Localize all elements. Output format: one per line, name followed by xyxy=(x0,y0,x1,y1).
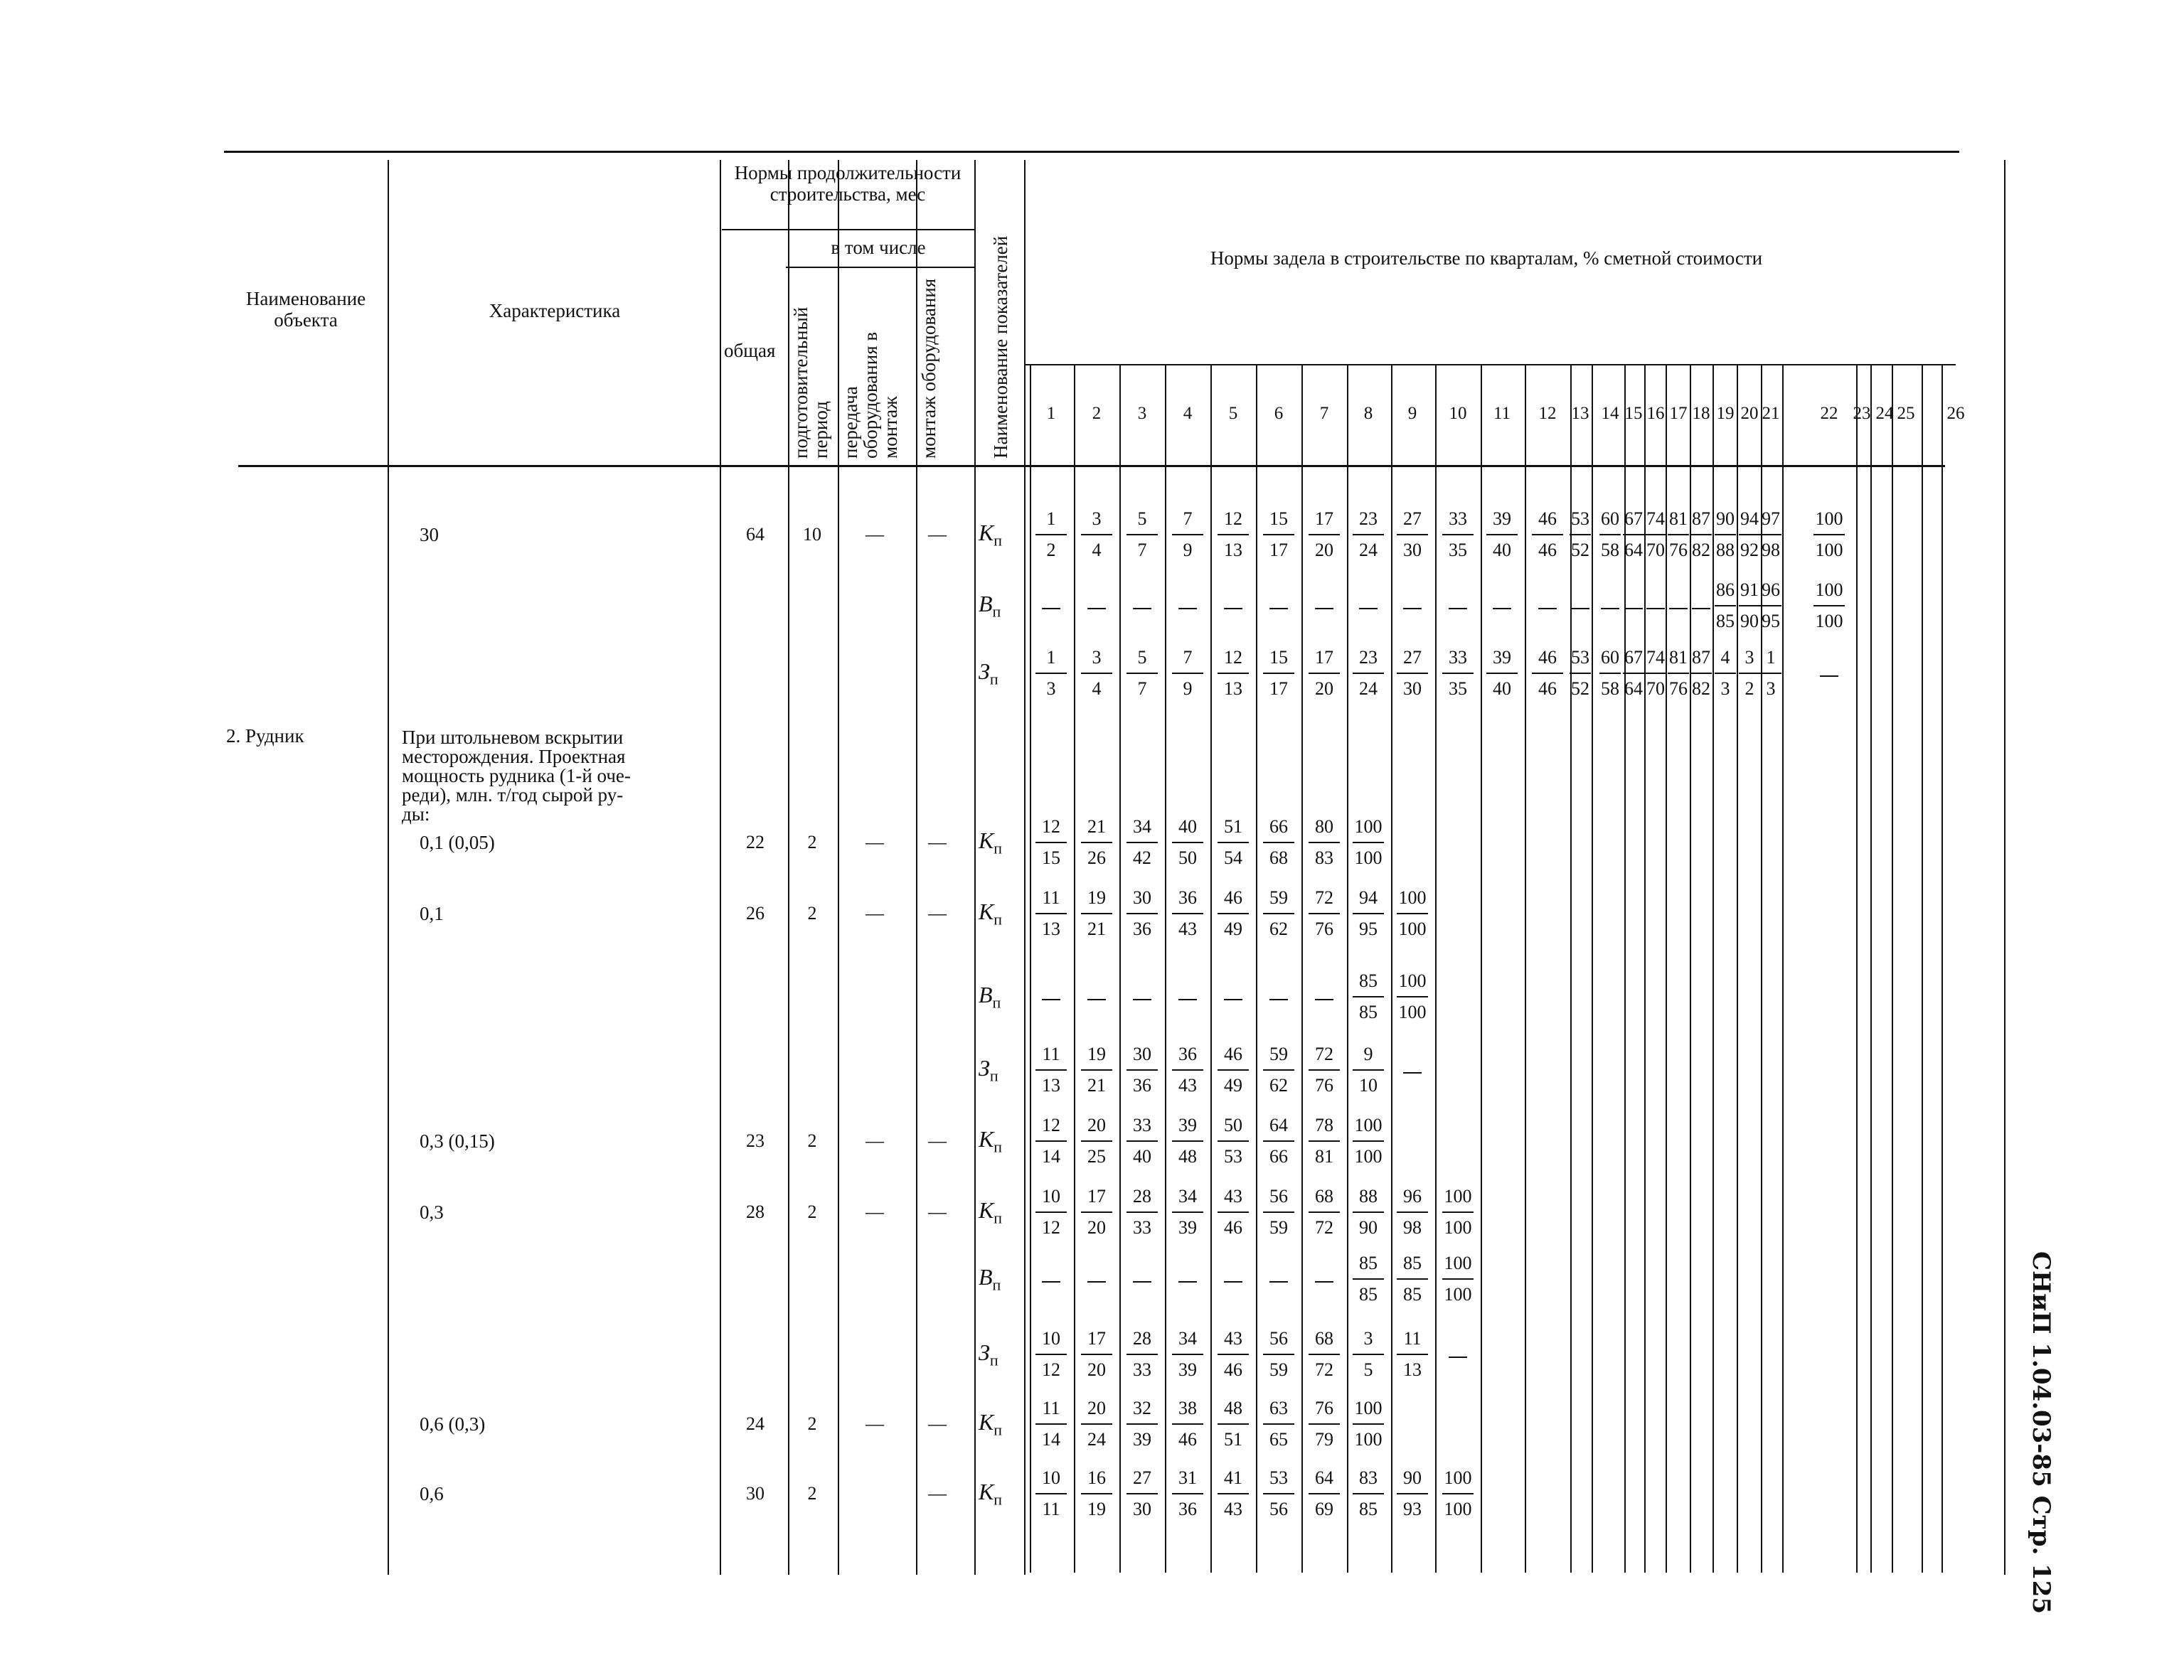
fraction-cell: 64 66 xyxy=(1257,1115,1300,1167)
duration-transfer: — xyxy=(865,832,884,852)
fraction-cell: 100 100 xyxy=(1437,1186,1479,1238)
indicator-K: $К_п$ xyxy=(979,899,1003,929)
table-right-rule xyxy=(2004,160,2005,1575)
duration-install: — xyxy=(928,1483,947,1504)
characteristic-value: 0,6 (0,3) xyxy=(420,1413,486,1435)
fraction-cell: 21 26 xyxy=(1075,816,1118,869)
empty-dash xyxy=(1538,608,1557,609)
duration-prep: 2 xyxy=(807,1483,817,1504)
header-characteristic: Характеристика xyxy=(489,300,621,321)
fraction-cell: 12 15 xyxy=(1030,816,1072,869)
empty-dash xyxy=(1692,608,1710,609)
fraction-cell: 83 85 xyxy=(1347,1467,1390,1520)
fraction-cell: 33 35 xyxy=(1437,508,1479,561)
indicator-V: $В_п$ xyxy=(979,1264,1001,1294)
empty-dash xyxy=(1087,1281,1106,1283)
quarter-label: 15 xyxy=(1624,404,1643,423)
fraction-cell: 3 4 xyxy=(1075,508,1118,561)
fraction-cell: 39 40 xyxy=(1481,508,1523,561)
fraction-cell: 100 100 xyxy=(1391,887,1434,940)
quarter-label: 6 xyxy=(1274,404,1284,423)
empty-dash xyxy=(1359,608,1378,609)
header-total: общая xyxy=(724,340,776,361)
quarter-label: 20 xyxy=(1740,404,1759,423)
fraction-cell: 31 36 xyxy=(1166,1467,1209,1520)
fraction-cell: 46 49 xyxy=(1212,1044,1255,1096)
fraction-cell: 34 42 xyxy=(1121,816,1163,869)
duration-transfer: — xyxy=(865,1202,884,1222)
characteristic-value: 30 xyxy=(420,524,439,545)
fraction-cell: 50 53 xyxy=(1212,1115,1255,1167)
fraction-cell: 27 30 xyxy=(1391,647,1434,700)
empty-dash xyxy=(1820,675,1838,677)
duration-total: 30 xyxy=(746,1483,765,1504)
fraction-cell: 100 100 xyxy=(1347,816,1390,869)
fraction-cell: 64 69 xyxy=(1303,1467,1346,1520)
empty-dash xyxy=(1224,608,1242,609)
fraction-cell: 27 30 xyxy=(1391,508,1434,561)
duration-prep: 2 xyxy=(807,1130,817,1151)
fraction-cell: 39 40 xyxy=(1481,647,1523,700)
empty-dash xyxy=(1087,999,1106,1000)
fraction-cell: 100 100 xyxy=(1437,1467,1479,1520)
fraction-cell: 53 52 xyxy=(1571,508,1589,560)
fraction-cell: 23 24 xyxy=(1347,508,1390,561)
fraction-cell: 100 100 xyxy=(1437,1253,1479,1305)
quarter-label: 16 xyxy=(1646,404,1665,423)
quarter-label: 3 xyxy=(1137,404,1147,423)
fraction-cell: 43 46 xyxy=(1212,1328,1255,1381)
header-equipment-transfer: передача оборудования в монтаж xyxy=(840,331,901,459)
empty-dash xyxy=(1403,608,1422,609)
duration-prep: 2 xyxy=(807,1202,817,1222)
fraction-cell: 34 39 xyxy=(1166,1186,1209,1238)
quarter-label: 13 xyxy=(1571,404,1589,423)
fraction-cell: 4 3 xyxy=(1712,647,1738,700)
duration-total: 26 xyxy=(746,903,765,924)
quarter-label: 2 xyxy=(1092,404,1102,423)
quarter-label: 25 xyxy=(1897,404,1915,423)
fraction-cell: 60 58 xyxy=(1601,508,1619,560)
fraction-cell: 87 82 xyxy=(1692,508,1710,560)
fraction-cell: 11 13 xyxy=(1391,1328,1434,1381)
fraction-cell: 85 85 xyxy=(1347,1253,1390,1305)
fraction-cell: 17 20 xyxy=(1075,1186,1118,1238)
column-rule xyxy=(788,160,789,1575)
fraction-cell: 80 83 xyxy=(1303,816,1346,869)
duration-total: 64 xyxy=(746,524,765,545)
fraction-cell: 17 20 xyxy=(1303,508,1346,561)
fraction-cell: 46 49 xyxy=(1212,887,1255,940)
empty-dash xyxy=(1178,999,1197,1000)
indicator-V: $В_п$ xyxy=(979,982,1001,1012)
fraction-cell: 86 85 xyxy=(1716,579,1735,631)
fraction-cell: 20 25 xyxy=(1075,1115,1118,1167)
fraction-cell: 85 85 xyxy=(1347,970,1390,1023)
fraction-cell: 30 36 xyxy=(1121,1044,1163,1096)
fraction-cell: 66 68 xyxy=(1257,816,1300,869)
empty-dash xyxy=(1601,608,1619,609)
fraction-cell: 96 98 xyxy=(1391,1186,1434,1238)
empty-dash xyxy=(1315,608,1333,609)
empty-dash xyxy=(1624,608,1643,609)
quarter-label: 17 xyxy=(1669,404,1688,423)
empty-dash xyxy=(1646,608,1665,609)
duration-install: — xyxy=(928,1130,947,1151)
quarter-label: 23 xyxy=(1853,404,1871,423)
empty-dash xyxy=(1042,999,1060,1000)
empty-dash xyxy=(1224,999,1242,1000)
characteristic-text: ды: xyxy=(402,803,430,825)
duration-transfer: — xyxy=(865,1413,884,1434)
quarter-label: 7 xyxy=(1319,404,1329,423)
characteristic-value: 0,1 (0,05) xyxy=(420,832,495,853)
fraction-cell: 76 79 xyxy=(1303,1398,1346,1450)
fraction-cell: 46 46 xyxy=(1526,647,1569,700)
indicator-Z: $З_п$ xyxy=(979,1339,998,1369)
fraction-cell: 59 62 xyxy=(1257,887,1300,940)
quarter-label: 18 xyxy=(1692,404,1710,423)
fraction-cell: 74 70 xyxy=(1646,508,1665,560)
empty-dash xyxy=(1571,608,1589,609)
fraction-cell: 53 52 xyxy=(1571,647,1589,699)
empty-dash xyxy=(1042,1281,1060,1283)
fraction-cell: 63 65 xyxy=(1257,1398,1300,1450)
empty-dash xyxy=(1133,608,1151,609)
indicator-K: $К_п$ xyxy=(979,1409,1003,1439)
duration-install: — xyxy=(928,903,947,924)
column-rule xyxy=(388,160,389,1575)
indicator-Z: $З_п$ xyxy=(979,658,998,688)
fraction-cell: 5 7 xyxy=(1121,508,1163,561)
fraction-cell: 68 72 xyxy=(1303,1328,1346,1381)
fraction-cell: 15 17 xyxy=(1257,647,1300,700)
fraction-cell: 59 62 xyxy=(1257,1044,1300,1096)
quarter-rule xyxy=(1856,364,1858,1573)
fraction-cell: 12 13 xyxy=(1212,508,1255,561)
indicator-K: $К_п$ xyxy=(979,520,1003,550)
fraction-cell: 67 64 xyxy=(1624,508,1643,560)
column-rule xyxy=(1024,160,1026,1575)
fraction-cell: 100 100 xyxy=(1347,1398,1390,1450)
header-equipment-install: монтаж оборудования xyxy=(918,278,939,459)
fraction-cell: 81 76 xyxy=(1669,508,1688,560)
duration-install: — xyxy=(928,832,947,852)
fraction-cell: 36 43 xyxy=(1166,887,1209,940)
duration-prep: 2 xyxy=(807,903,817,924)
quarter-label: 9 xyxy=(1407,404,1417,423)
fraction-cell: 60 58 xyxy=(1601,647,1619,699)
quarter-label: 5 xyxy=(1228,404,1238,423)
characteristic-value: 0,6 xyxy=(420,1483,444,1504)
characteristic-text: При штольневом вскрытии xyxy=(402,727,624,748)
fraction-cell: 3 5 xyxy=(1347,1328,1390,1381)
backlog-subrule xyxy=(1024,364,1956,365)
empty-dash xyxy=(1269,1281,1288,1283)
duration-total: 23 xyxy=(746,1130,765,1151)
duration-subrule xyxy=(722,229,974,230)
fraction-cell: 100 100 xyxy=(1391,970,1434,1023)
fraction-cell: 36 43 xyxy=(1166,1044,1209,1096)
indicator-K: $К_п$ xyxy=(979,1479,1003,1509)
empty-dash xyxy=(1315,1281,1333,1283)
fraction-cell: 72 76 xyxy=(1303,887,1346,940)
header-including: в том числе xyxy=(831,237,926,258)
fraction-cell: 9 10 xyxy=(1347,1044,1390,1096)
quarter-label: 10 xyxy=(1449,404,1467,423)
fraction-cell: 17 20 xyxy=(1303,647,1346,700)
fraction-cell: 11 13 xyxy=(1030,887,1072,940)
quarter-label: 14 xyxy=(1601,404,1619,423)
fraction-cell: 3 2 xyxy=(1737,647,1762,700)
empty-dash xyxy=(1269,608,1288,609)
fraction-cell: 100 100 xyxy=(1808,579,1850,632)
header-object-name: Наименование объекта xyxy=(245,288,366,331)
fraction-cell: 94 92 xyxy=(1740,508,1759,560)
fraction-cell: 34 39 xyxy=(1166,1328,1209,1381)
duration-prep: 10 xyxy=(803,524,821,545)
duration-total: 28 xyxy=(746,1202,765,1222)
fraction-cell: 53 56 xyxy=(1257,1467,1300,1520)
fraction-cell: 78 81 xyxy=(1303,1115,1346,1167)
fraction-cell: 100 100 xyxy=(1808,508,1850,561)
fraction-cell: 41 43 xyxy=(1212,1467,1255,1520)
empty-dash xyxy=(1449,1357,1467,1358)
fraction-cell: 19 21 xyxy=(1075,887,1118,940)
fraction-cell: 33 35 xyxy=(1437,647,1479,700)
fraction-cell: 12 13 xyxy=(1212,647,1255,700)
fraction-cell: 81 76 xyxy=(1669,647,1688,699)
fraction-cell: 27 30 xyxy=(1121,1467,1163,1520)
table-top-rule xyxy=(224,151,1959,153)
duration-install: — xyxy=(928,1202,947,1222)
empty-dash xyxy=(1178,608,1197,609)
fraction-cell: 97 98 xyxy=(1762,508,1780,560)
duration-transfer: — xyxy=(865,524,884,545)
fraction-cell: 38 46 xyxy=(1166,1398,1209,1450)
empty-dash xyxy=(1493,608,1511,609)
characteristic-text: мощность рудника (1-й оче- xyxy=(402,765,631,786)
fraction-cell: 30 36 xyxy=(1121,887,1163,940)
fraction-cell: 32 39 xyxy=(1121,1398,1163,1450)
fraction-cell: 74 70 xyxy=(1646,647,1665,699)
fraction-cell: 20 24 xyxy=(1075,1398,1118,1450)
fraction-cell: 7 9 xyxy=(1166,647,1209,700)
fraction-cell: 51 54 xyxy=(1212,816,1255,869)
quarter-label: 12 xyxy=(1538,404,1557,423)
duration-prep: 2 xyxy=(807,1413,817,1434)
header-indicator-name: Наименование показателей xyxy=(990,235,1011,459)
header-bottom-rule xyxy=(238,465,1945,467)
indicator-Z: $З_п$ xyxy=(979,1055,998,1085)
quarter-rule xyxy=(1941,364,1943,1573)
fraction-cell: 96 95 xyxy=(1762,579,1780,631)
header-backlog-norms: Нормы задела в строительстве по кварталам, % сметной стоимости xyxy=(1210,247,1763,269)
fraction-cell: 12 14 xyxy=(1030,1115,1072,1167)
fraction-cell: 19 21 xyxy=(1075,1044,1118,1096)
fraction-cell: 48 51 xyxy=(1212,1398,1255,1450)
indicator-V: $В_п$ xyxy=(979,591,1001,621)
duration-transfer: — xyxy=(865,1130,884,1151)
characteristic-value: 0,3 (0,15) xyxy=(420,1130,495,1152)
fraction-cell: 40 50 xyxy=(1166,816,1209,869)
fraction-cell: 56 59 xyxy=(1257,1186,1300,1238)
fraction-cell: 91 90 xyxy=(1740,579,1759,631)
including-subrule xyxy=(786,267,974,268)
duration-install: — xyxy=(928,524,947,545)
fraction-cell: 39 48 xyxy=(1166,1115,1209,1167)
column-rule xyxy=(720,160,721,1575)
fraction-cell: 10 12 xyxy=(1030,1328,1072,1381)
column-rule xyxy=(916,160,917,1575)
header-duration-norms: Нормы продолжительности строительства, мес xyxy=(734,162,962,205)
quarter-label: 26 xyxy=(1946,404,1965,423)
quarter-label: 21 xyxy=(1762,404,1780,423)
fraction-cell: 11 13 xyxy=(1030,1044,1072,1096)
fraction-cell: 11 14 xyxy=(1030,1398,1072,1450)
fraction-cell: 3 4 xyxy=(1075,647,1118,700)
column-rule xyxy=(838,160,839,1575)
quarter-rule xyxy=(1892,364,1893,1573)
fraction-cell: 28 33 xyxy=(1121,1186,1163,1238)
quarter-label: 22 xyxy=(1820,404,1838,423)
fraction-cell: 10 11 xyxy=(1030,1467,1072,1520)
fraction-cell: 88 90 xyxy=(1347,1186,1390,1238)
indicator-K: $К_п$ xyxy=(979,828,1003,857)
quarter-rule xyxy=(1870,364,1872,1573)
duration-total: 22 xyxy=(746,832,765,852)
fraction-cell: 56 59 xyxy=(1257,1328,1300,1381)
quarter-label: 19 xyxy=(1716,404,1735,423)
quarter-label: 11 xyxy=(1493,404,1511,423)
fraction-cell: 15 17 xyxy=(1257,508,1300,561)
fraction-cell: 1 3 xyxy=(1030,647,1072,700)
duration-prep: 2 xyxy=(807,832,817,852)
duration-transfer: — xyxy=(865,903,884,924)
fraction-cell: 43 46 xyxy=(1212,1186,1255,1238)
fraction-cell: 1 2 xyxy=(1030,508,1072,561)
document-side-title: СНиП 1.04.03-85 Стр. 125 xyxy=(2027,1251,2055,1615)
indicator-K: $К_п$ xyxy=(979,1126,1003,1156)
empty-dash xyxy=(1087,608,1106,609)
fraction-cell: 68 72 xyxy=(1303,1186,1346,1238)
empty-dash xyxy=(1449,608,1467,609)
empty-dash xyxy=(1178,1281,1197,1283)
empty-dash xyxy=(1669,608,1688,609)
empty-dash xyxy=(1403,1072,1422,1074)
indicator-K: $К_п$ xyxy=(979,1197,1003,1227)
quarter-label: 8 xyxy=(1363,404,1373,423)
empty-dash xyxy=(1133,999,1151,1000)
header-prep-period: подготовительный период xyxy=(790,306,831,459)
fraction-cell: 85 85 xyxy=(1391,1253,1434,1305)
fraction-cell: 94 95 xyxy=(1347,887,1390,940)
column-rule xyxy=(974,160,976,1575)
characteristic-text: месторождения. Проектная xyxy=(402,746,626,767)
empty-dash xyxy=(1269,999,1288,1000)
quarter-label: 24 xyxy=(1875,404,1894,423)
duration-total: 24 xyxy=(746,1413,765,1434)
object-name: 2. Рудник xyxy=(226,725,304,747)
duration-install: — xyxy=(928,1413,947,1434)
characteristic-value: 0,1 xyxy=(420,903,444,924)
empty-dash xyxy=(1042,608,1060,609)
fraction-cell: 28 33 xyxy=(1121,1328,1163,1381)
fraction-cell: 23 24 xyxy=(1347,647,1390,700)
fraction-cell: 67 64 xyxy=(1624,647,1643,699)
fraction-cell: 72 76 xyxy=(1303,1044,1346,1096)
fraction-cell: 87 82 xyxy=(1692,647,1710,699)
fraction-cell: 10 12 xyxy=(1030,1186,1072,1238)
quarter-label: 4 xyxy=(1183,404,1193,423)
fraction-cell: 33 40 xyxy=(1121,1115,1163,1167)
fraction-cell: 90 93 xyxy=(1391,1467,1434,1520)
fraction-cell: 100 100 xyxy=(1347,1115,1390,1167)
empty-dash xyxy=(1133,1281,1151,1283)
empty-dash xyxy=(1224,1281,1242,1283)
quarter-rule xyxy=(1922,364,1923,1573)
fraction-cell: 16 19 xyxy=(1075,1467,1118,1520)
fraction-cell: 90 88 xyxy=(1716,508,1735,560)
quarter-label: 1 xyxy=(1046,404,1056,423)
empty-dash xyxy=(1315,999,1333,1000)
characteristic-text: реди), млн. т/год сырой ру- xyxy=(402,784,624,806)
fraction-cell: 5 7 xyxy=(1121,647,1163,700)
fraction-cell: 17 20 xyxy=(1075,1328,1118,1381)
fraction-cell: 1 3 xyxy=(1758,647,1784,700)
fraction-cell: 7 9 xyxy=(1166,508,1209,561)
characteristic-value: 0,3 xyxy=(420,1202,444,1223)
fraction-cell: 46 46 xyxy=(1526,508,1569,561)
